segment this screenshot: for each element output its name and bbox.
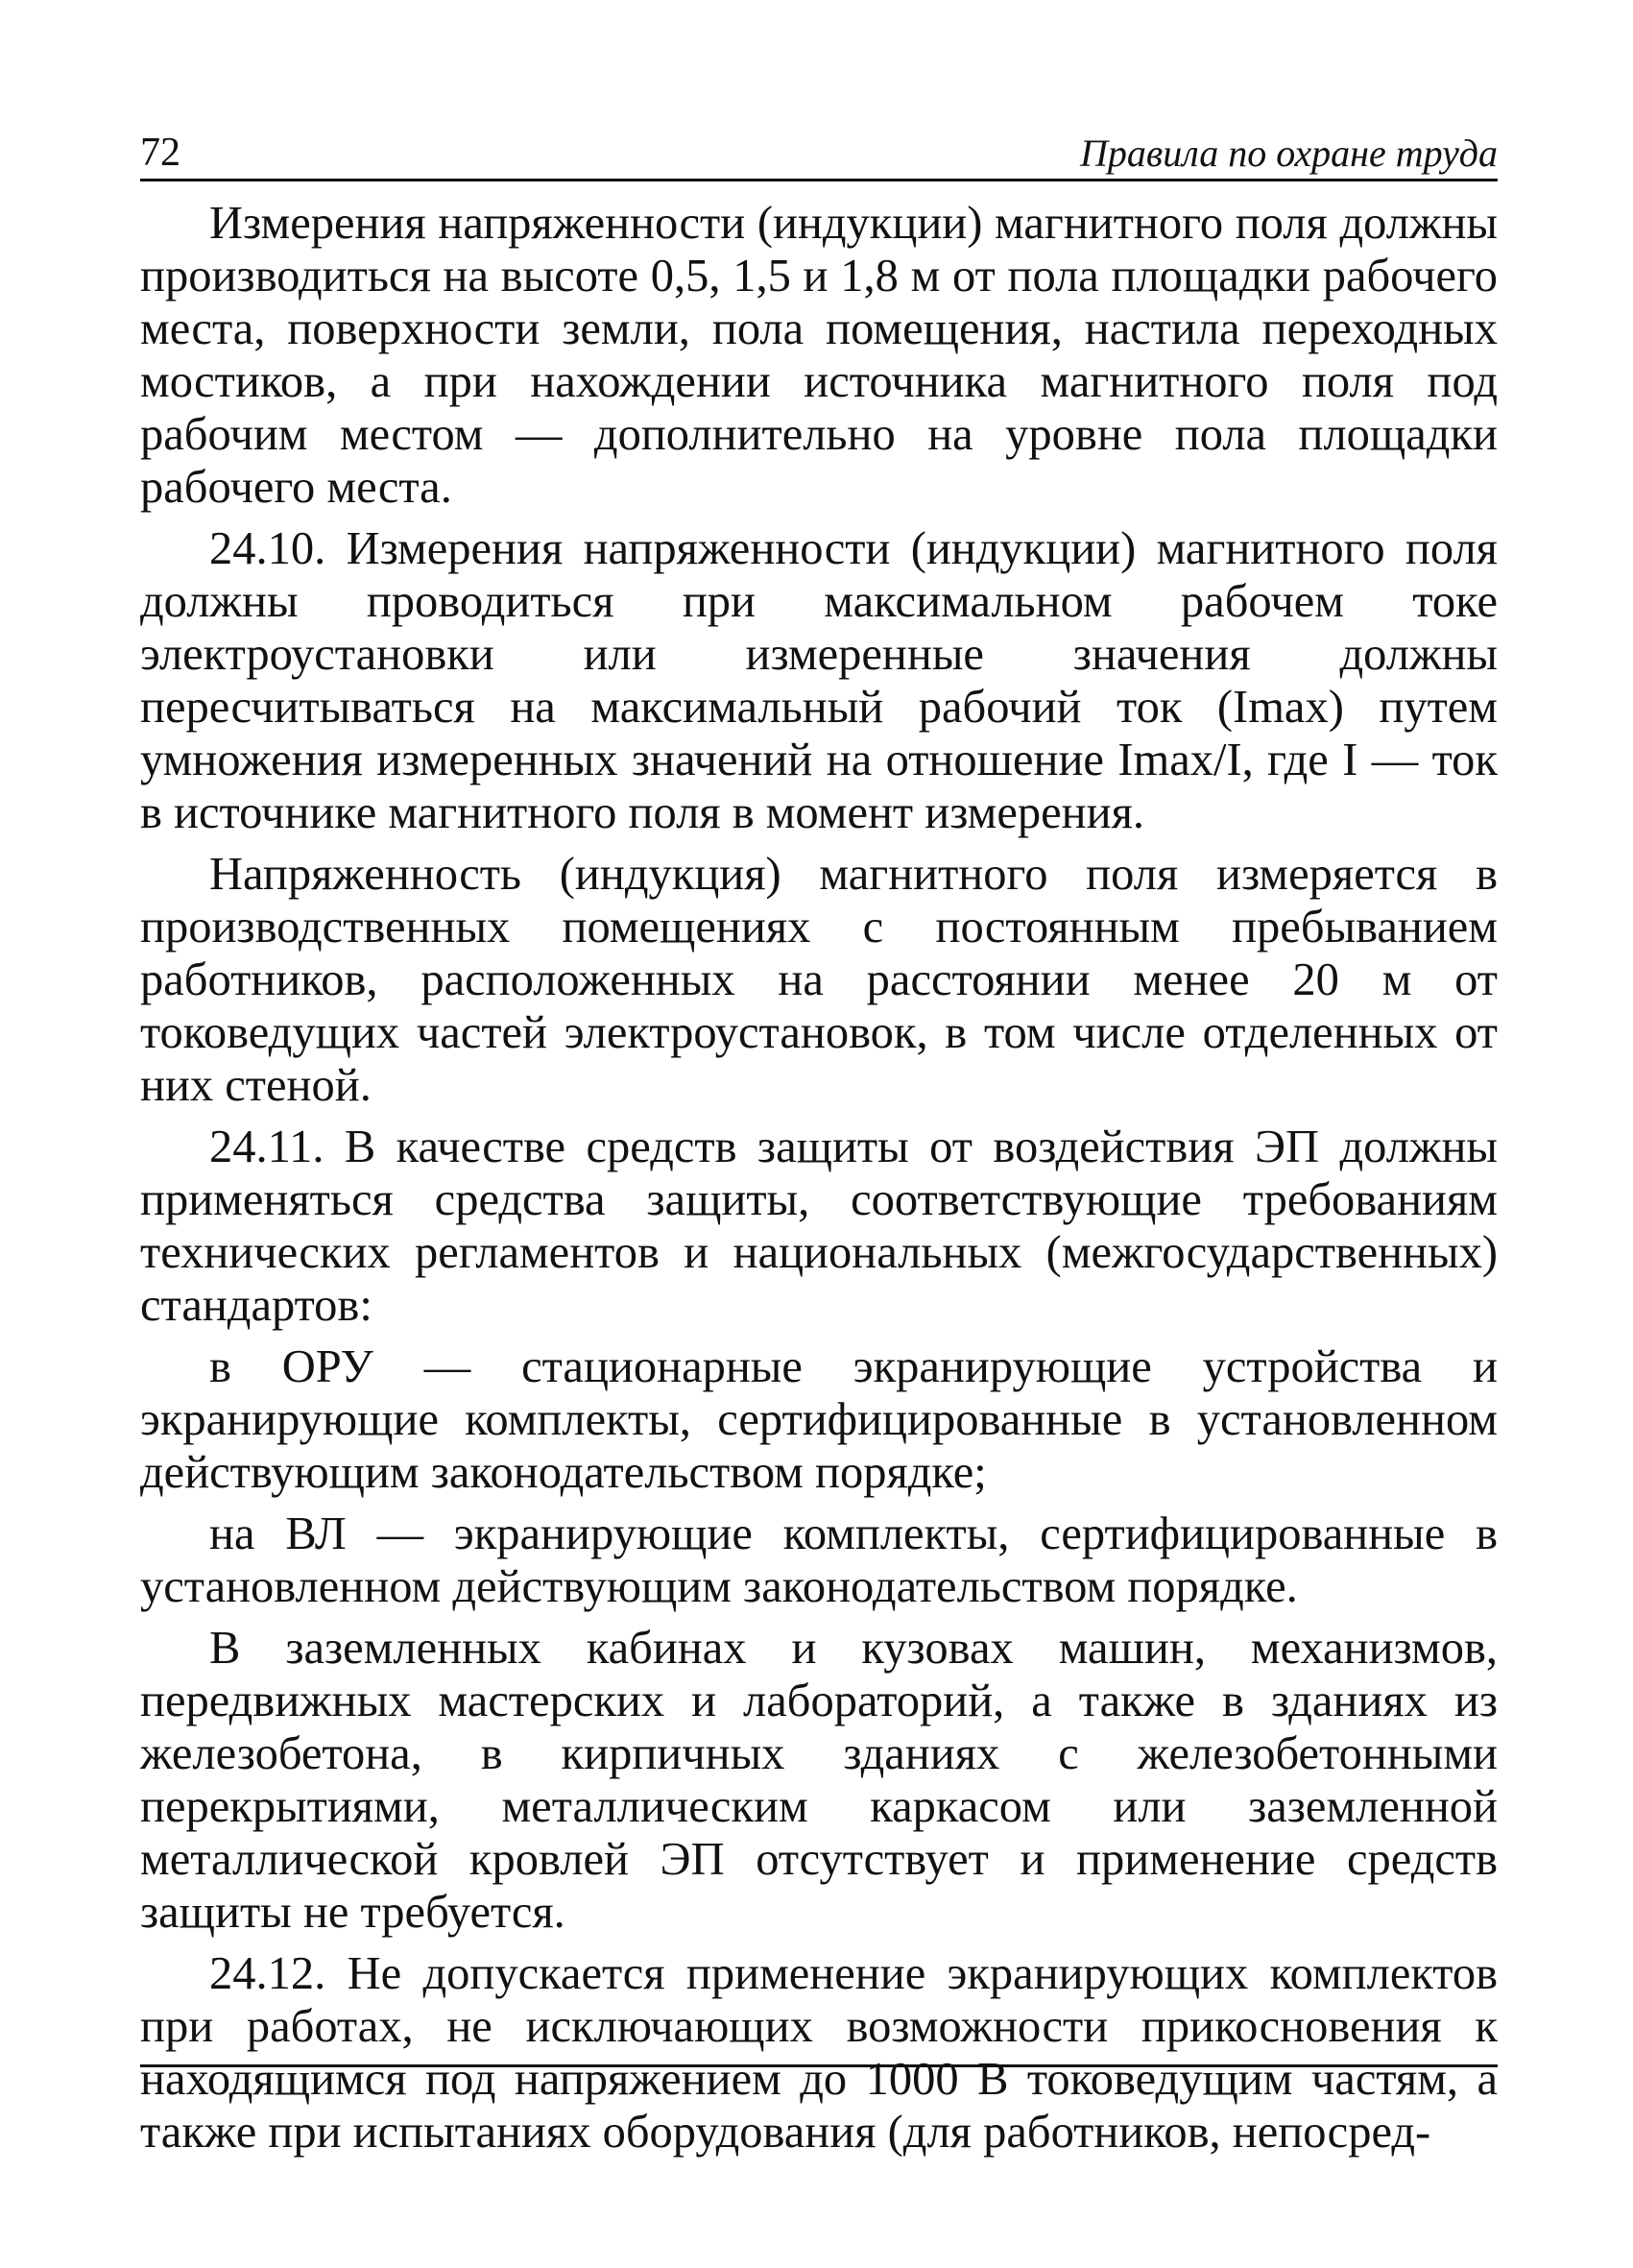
paragraph-oru: в ОРУ — стационарные экранирующие устройства и экранирующие комплекты, сертифицированные в установленном действующим законодательством порядке;	[140, 1341, 1498, 1498]
running-title: Правила по охране труда	[1080, 132, 1498, 175]
paragraph-intro-measurement-height: Измерения напряженности (индукции) магнитного поля должны производиться на высоте 0,5, 1,5 и 1,8 м от пола площадки рабочего места, поверхности земли, пола помещения, настила переходных мостиков, а при нахождении источника магнитного поля под рабочим местом — дополнительно на уровне пола площадки рабочего места.	[140, 198, 1498, 513]
page-body	[140, 197, 1498, 2159]
paragraph-24-11: 24.11. В качестве средств защиты от воздействия ЭП должны применяться средства защиты, соответствующие требованиям технических регламентов и национальных (межгосударственных) стандартов:	[140, 1122, 1498, 1331]
page-number: 72	[140, 131, 180, 175]
paragraph-vl: на ВЛ — экранирующие комплекты, сертифицированные в установленном действующим законодательством порядке.	[140, 1508, 1498, 1612]
paragraph-24-10: 24.10. Измерения напряженности (индукции) магнитного поля должны проводиться при максимальном рабочем токе электроустановки или измеренные значения должны пересчитываться на максимальный рабочий ток (Imax) путем умножения измеренных значений на отношение Imax/I, где I — ток в источнике магнитного поля в момент измерения.	[140, 523, 1498, 838]
paragraph-24-12: 24.12. Не допускается применение экранирующих комплектов при работах, не исключающих возможности прикосновения к находящимся под напряжением до 1000 В токоведущим частям, а также при испытаниях оборудования (для работников, непосред-	[140, 1948, 1498, 2158]
bottom-rule	[140, 2064, 1498, 2067]
paragraph-magnetic-field-rooms: Напряженность (индукция) магнитного поля измеряется в производственных помещениях с постоянным пребыванием работников, расположенных на расстоянии менее 20 м от токоведущих частей электроустановок, в том числе отделенных от них стеной.	[140, 849, 1498, 1111]
paragraph-grounded-cabins: В заземленных кабинах и кузовах машин, механизмов, передвижных мастерских и лабораторий, а также в зданиях из железобетона, в кирпичных зданиях с железобетонными перекрытиями, металлическим каркасом или заземленной металлической кровлей ЭП отсутствует и применение средств защиты не требуется.	[140, 1623, 1498, 1938]
page-header	[140, 123, 1498, 181]
